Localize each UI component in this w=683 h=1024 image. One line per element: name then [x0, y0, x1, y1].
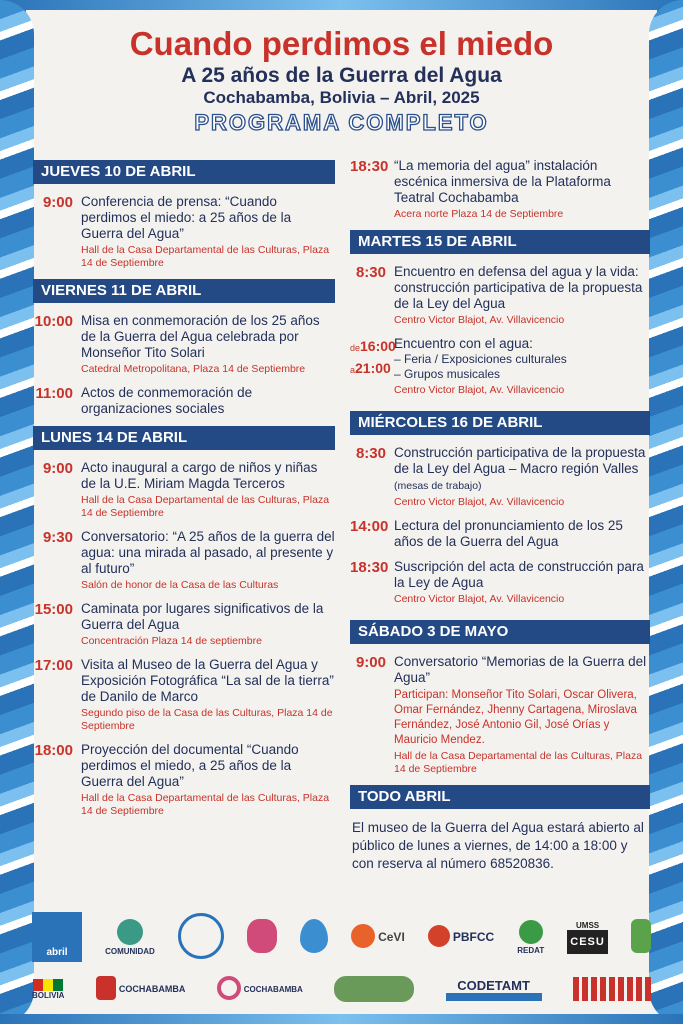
event-title: Suscripción del acta de construcción para la Ley de Agua [394, 559, 644, 590]
cochabamba-logo-text: COCHABAMBA [243, 984, 303, 994]
poster-title: Cuando perdimos el miedo [129, 25, 554, 62]
event-place: Catedral Metropolitana, Plaza 14 de Septiembre [81, 363, 306, 375]
shield-icon [96, 976, 116, 1000]
event [33, 529, 335, 592]
event-title-text: Construcción participativa de la propuesta de la Ley del Agua – Macro región Valles [394, 445, 646, 476]
event-title: Acto inaugural a cargo de niños y niñas de la U.E. Miriam Magda Terceros [81, 460, 318, 491]
event [350, 264, 650, 327]
figure-icon [247, 919, 277, 953]
time-range-start: 16:00 [360, 338, 396, 354]
green-emblem-logo [631, 919, 651, 955]
pattern-icon [573, 977, 651, 1001]
sun-icon [351, 924, 375, 948]
event-title: Conversatorio: “A 25 años de la guerra del agua: una mirada al pasado, al presente y al futuro” [81, 529, 335, 576]
event-note: (mesas de trabajo) [394, 480, 482, 492]
museum-hours-text: El museo de la Guerra del Agua estará abierto al público de lunes a viernes, de 14:00 a 18:00 y con reserva al número 68520836. [352, 820, 644, 871]
event-time: 8:30 [355, 445, 386, 462]
fundacion-abril-logo [32, 912, 82, 962]
right-water-border [649, 0, 683, 1024]
umss-cesu-logo [567, 921, 608, 954]
event-time: 11:00 [35, 385, 73, 402]
left-column [33, 160, 335, 827]
event-time: 17:00 [34, 657, 73, 674]
drop-icon [300, 919, 328, 953]
event [33, 460, 335, 520]
sponsor-logos [32, 912, 651, 1016]
event-time: 9:30 [42, 529, 73, 546]
day-header-miercoles: MIÉRCOLES 16 DE ABRIL [350, 411, 650, 435]
event-place: Centro Victor Blajot, Av. Villavicencio [394, 593, 565, 605]
redat-logo [517, 920, 544, 955]
pbfcc-logo-text: PBFCC [452, 930, 495, 944]
event-place: Hall de la Casa Departamental de las Culturas, Plaza 14 de Septiembre [81, 792, 330, 817]
event-time: 14:00 [350, 518, 389, 535]
cevi-logo-text: CeVI [378, 930, 405, 944]
event [350, 518, 650, 550]
red-verde-logo [247, 919, 277, 955]
event [33, 194, 335, 270]
time-range-from-label: de [350, 343, 361, 353]
event [350, 336, 650, 397]
emblem-icon [631, 919, 651, 953]
event-title [394, 445, 650, 494]
event [350, 654, 650, 776]
event-list-item: – Grupos musicales [394, 367, 501, 381]
drop-logo [300, 919, 328, 955]
event-time: 9:00 [355, 654, 386, 671]
programa-heading: PROGRAMA COMPLETO [194, 110, 489, 135]
event-title: Encuentro con el agua: [394, 336, 533, 351]
gobierno-cochabamba-logo [96, 976, 186, 1002]
event-place: Centro Victor Blajot, Av. Villavicencio [394, 384, 565, 396]
event-place: Hall de la Casa Departamental de las Culturas, Plaza 14 de Septiembre [81, 244, 330, 269]
event-place: Salón de honor de la Casa de las Culturas [81, 579, 279, 591]
event-place: Centro Victor Blajot, Av. Villavicencio [394, 496, 565, 508]
event-place: Hall de la Casa Departamental de las Culturas, Plaza 14 de Septiembre [394, 750, 643, 775]
event-title: Conferencia de prensa: “Cuando perdimos el miedo: a 25 años de la Guerra del Agua” [81, 194, 292, 241]
event-list-item: – Feria / Exposiciones culturales [394, 352, 567, 366]
event [350, 445, 650, 509]
event-time: 18:30 [350, 559, 389, 576]
event-time: 8:30 [355, 264, 386, 281]
turtle-icon [117, 919, 143, 945]
gobierno-logo-text: COCHABAMBA [118, 984, 186, 994]
right-column [350, 158, 650, 873]
fundacion-abril-logo-text: abril [46, 947, 68, 958]
event-title: Proyección del documental “Cuando perdimos el miedo, a 25 años de la Guerra del Agua” [81, 742, 299, 789]
day-header-sabado: SÁBADO 3 DE MAYO [350, 620, 650, 644]
event-place: Acera norte Plaza 14 de Septiembre [394, 208, 564, 220]
time-range-end: 21:00 [355, 360, 391, 376]
event-place: Centro Victor Blajot, Av. Villavicencio [394, 314, 565, 326]
redat-logo-text: REDAT [517, 945, 545, 955]
event [33, 657, 335, 733]
event-time: 15:00 [34, 601, 73, 618]
ring-icon [217, 976, 241, 1000]
left-water-border [0, 0, 34, 1024]
event-title: Misa en conmemoración de los 25 años de la Guerra del Agua celebrada por Monseñor Tito Solari [81, 313, 320, 360]
event-time-range [350, 336, 394, 397]
globe-icon [428, 925, 450, 947]
event-place: Hall de la Casa Departamental de las Culturas, Plaza 14 de Septiembre [81, 494, 330, 519]
day-header-martes: MARTES 15 DE ABRIL [350, 230, 650, 254]
event-time: 10:00 [34, 313, 73, 330]
event-time: 18:30 [350, 158, 389, 175]
event [33, 385, 335, 417]
water-drop-icon [178, 913, 224, 959]
day-header-lunes: LUNES 14 DE ABRIL [33, 426, 335, 450]
event-title: Lectura del pronunciamiento de los 25 años de la Guerra del Agua [394, 518, 623, 549]
cochabamba-culturas-logo [217, 976, 303, 1002]
umss-logo-text: UMSS [576, 920, 600, 930]
event [350, 158, 650, 221]
day-header-jueves: JUEVES 10 DE ABRIL [33, 160, 335, 184]
cipca-logo [334, 976, 414, 1002]
event-title: “La memoria del agua” instalación escénica inmersiva de la Plataforma Teatral Cochabamba [394, 158, 611, 205]
leaf-icon [519, 920, 543, 944]
bolivia-logo-text: BOLIVIA [32, 990, 65, 1000]
cipca-emblem-icon [334, 976, 414, 1002]
cesu-logo-text: CESU [567, 930, 608, 954]
event-time: 9:00 [42, 194, 73, 211]
water-circle-logo [178, 913, 224, 961]
event-place: Concentración Plaza 14 de septiembre [81, 635, 262, 647]
time-range-to-label: a [350, 365, 356, 375]
event [33, 742, 335, 818]
event-participants: Participan: Monseñor Tito Solari, Oscar Olivera, Omar Fernández, Jhenny Cartagena, Miroslava Fernández, José Antonio Gil, José Orías y Mauricio Mendez. [394, 689, 637, 746]
event-title: Encuentro en defensa del agua y la vida: construcción participativa de la propuesta de la Ley del Agua [394, 264, 643, 311]
cevi-logo [351, 924, 405, 950]
event-title: Actos de conmemoración de organizaciones sociales [81, 385, 253, 416]
red-pattern-logo [573, 977, 651, 1001]
flag-icon [33, 979, 63, 991]
codetamt-bar-icon [446, 993, 542, 1001]
comunidad-logo-text: COMUNIDAD [105, 946, 155, 956]
event-title: Caminata por lugares significativos de la Guerra del Agua [81, 601, 324, 632]
poster-header [0, 24, 683, 138]
event [350, 559, 650, 606]
poster-location: Cochabamba, Bolivia – Abril, 2025 [203, 88, 480, 107]
event [33, 601, 335, 648]
codetamt-logo [446, 978, 542, 1001]
poster-subtitle: A 25 años de la Guerra del Agua [181, 64, 502, 87]
codetamt-logo-text: CODETAMT [457, 977, 530, 993]
event-place: Segundo piso de la Casa de las Culturas, Plaza 14 de Septiembre [81, 707, 333, 732]
event-time: 9:00 [42, 460, 73, 477]
event-title: Conversatorio “Memorias de la Guerra del Agua” [394, 654, 647, 685]
comunidad-logo [105, 919, 155, 956]
event [33, 313, 335, 376]
pbfcc-logo [428, 925, 494, 949]
event-title: Visita al Museo de la Guerra del Agua y Exposición Fotográfica “La sal de la tierra” de Danilo de Marco [81, 657, 334, 704]
event-time: 18:00 [34, 742, 73, 759]
bolivia-logo [32, 979, 64, 1000]
day-header-todo-abril: TODO ABRIL [350, 785, 650, 809]
day-header-viernes: VIERNES 11 DE ABRIL [33, 279, 335, 303]
